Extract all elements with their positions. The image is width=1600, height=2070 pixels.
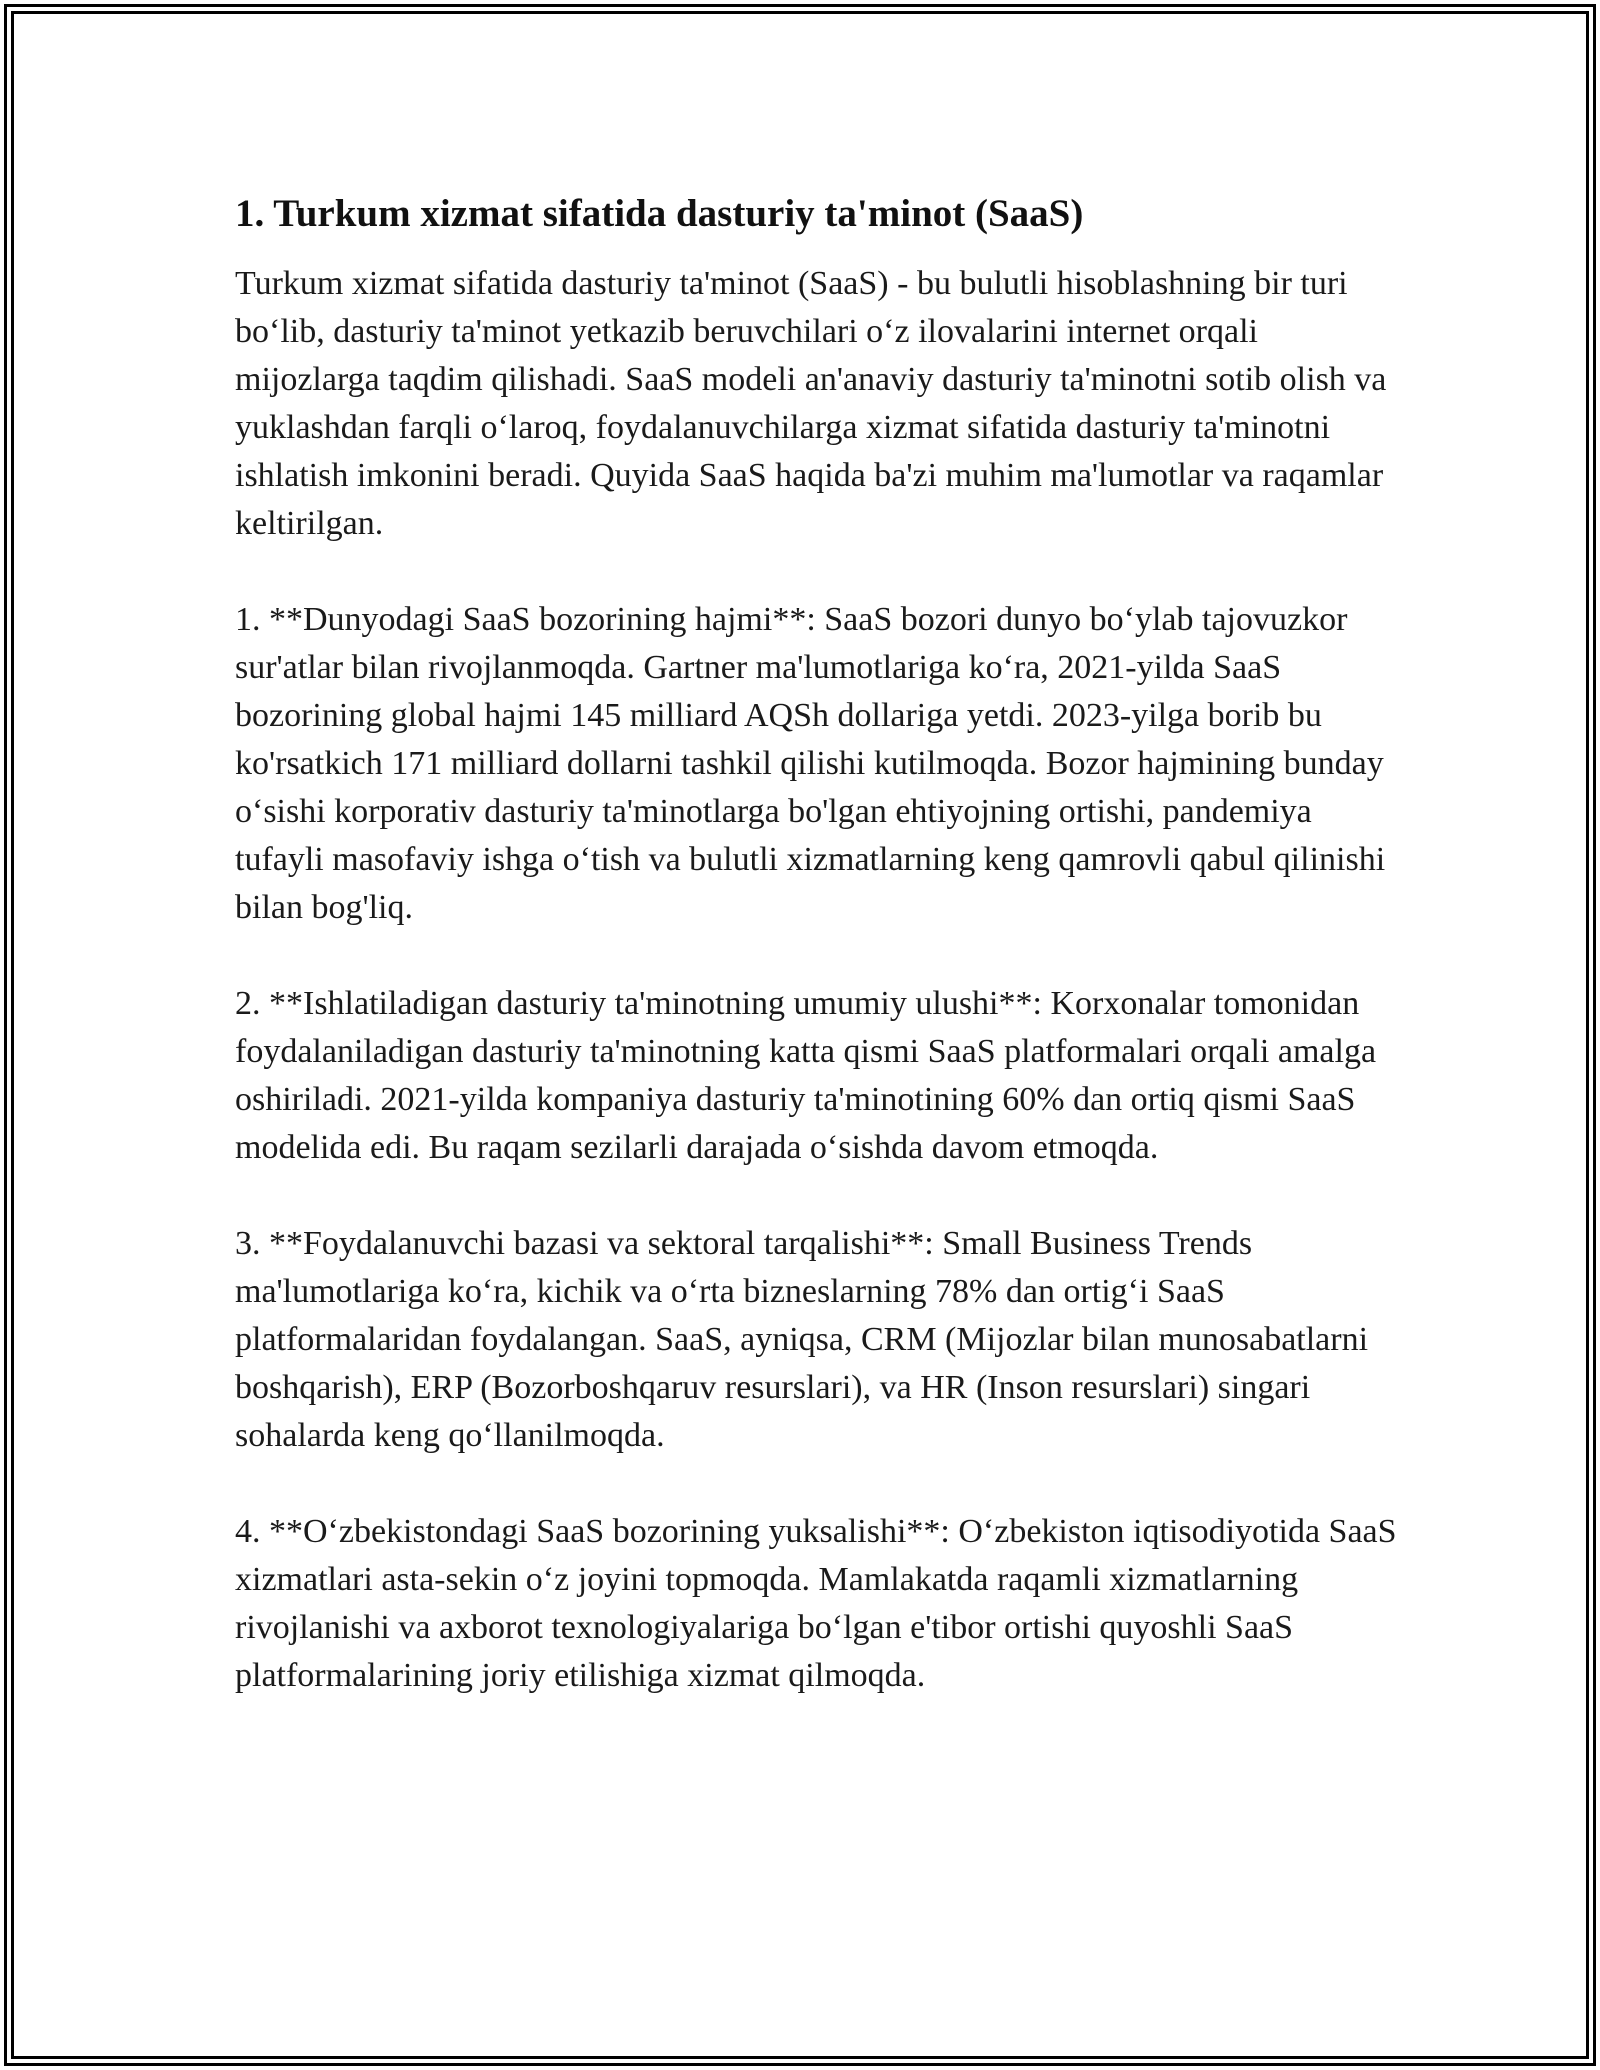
intro-paragraph: Turkum xizmat sifatida dasturiy ta'minot (SaaS) - bu bulutli hisoblashning bir turi bo‘lib, dasturiy ta'minot yetkazib beruvchilari o‘z ilovalarini internet orqali mijozlarga taqdim qilishadi. SaaS modeli an'anaviy dasturiy ta'minotni sotib olish va yuklashdan farqli o‘laroq, foydalanuvchilarga xizmat sifatida dasturiy ta'minotni ishlatish imkonini beradi. Quyida SaaS haqida ba'zi muhim ma'lumotlar va raqamlar keltirilgan.	[235, 265, 1387, 542]
section-heading: 1. Turkum xizmat sifatida dasturiy ta'minot (SaaS)	[235, 192, 1084, 235]
point-2-paragraph: 2. **Ishlatiladigan dasturiy ta'minotning umumiy ulushi**: Korxonalar tomonidan foydalaniladigan dasturiy ta'minotning katta qismi SaaS platformalari orqali amalga oshiriladi. 2021-yilda kompaniya dasturiy ta'minotining 60% dan ortiq qismi SaaS modelida edi. Bu raqam sezilarli darajada o‘sishda davom etmoqda.	[235, 985, 1377, 1166]
point-4-paragraph: 4. **O‘zbekistondagi SaaS bozorining yuksalishi**: O‘zbekiston iqtisodiyotida SaaS xizmatlari asta-sekin o‘z joyini topmoqda. Mamlakatda raqamli xizmatlarning rivojlanishi va axborot texnologiyalariga bo‘lgan e'tibor ortishi quyoshli SaaS platformalarining joriy etilishiga xizmat qilmoqda.	[235, 1513, 1397, 1694]
document-body	[235, 190, 1405, 1748]
point-1-paragraph: 1. **Dunyodagi SaaS bozorining hajmi**: SaaS bozori dunyo bo‘ylab tajovuzkor sur'atlar bilan rivojlanmoqda. Gartner ma'lumotlariga ko‘ra, 2021-yilda SaaS bozorining global hajmi 145 milliard AQSh dollariga yetdi. 2023-yilga borib bu ko'rsatkich 171 milliard dollarni tashkil qilishi kutilmoqda. Bozor hajmining bunday o‘sishi korporativ dasturiy ta'minotlarga bo'lgan ehtiyojning ortishi, pandemiya tufayli masofaviy ishga o‘tish va bulutli xizmatlarning keng qamrovli qabul qilinishi bilan bog'liq.	[235, 601, 1386, 926]
point-3-paragraph: 3. **Foydalanuvchi bazasi va sektoral tarqalishi**: Small Business Trends ma'lumotlariga ko‘ra, kichik va o‘rta bizneslarning 78% dan ortig‘i SaaS platformalaridan foydalangan. SaaS, ayniqsa, CRM (Mijozlar bilan munosabatlarni boshqarish), ERP (Bozorboshqaruv resurslari), va HR (Inson resurslari) singari sohalarda keng qo‘llanilmoqda.	[235, 1225, 1369, 1454]
